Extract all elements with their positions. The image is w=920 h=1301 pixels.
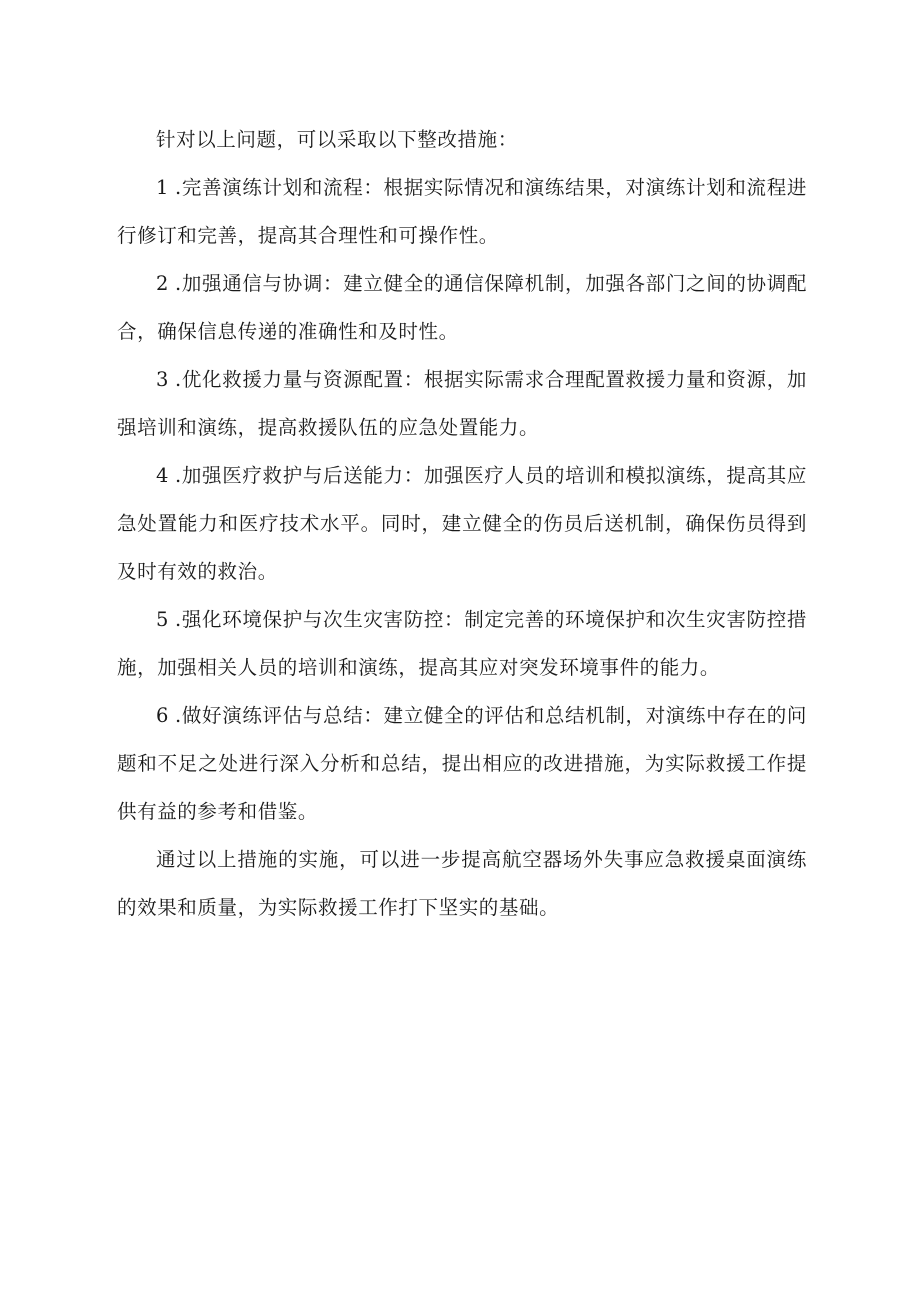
intro-paragraph: 针对以上问题，可以采取以下整改措施： — [156, 128, 518, 151]
measure-item-2 — [117, 260, 807, 356]
item-text: .加强通信与协调：建立健全的通信保障机制，加强各部门之间的协调配合，确保信息传递的准确性和及时性。 — [117, 272, 807, 343]
item-number: 4 — [156, 464, 170, 487]
item-text: .加强医疗救护与后送能力：加强医疗人员的培训和模拟演练，提高其应急处置能力和医疗技术水平。同时，建立健全的伤员后送机制，确保伤员得到及时有效的救治。 — [117, 464, 807, 583]
item-number: 5 — [156, 608, 170, 631]
item-number: 2 — [156, 272, 170, 295]
measure-item-3 — [117, 356, 807, 452]
item-text: .完善演练计划和流程：根据实际情况和演练结果，对演练计划和流程进行修订和完善，提高其合理性和可操作性。 — [117, 176, 807, 247]
item-text: .强化环境保护与次生灾害防控：制定完善的环境保护和次生灾害防控措施，加强相关人员的培训和演练，提高其应对突发环境事件的能力。 — [117, 608, 807, 679]
item-text: .优化救援力量与资源配置：根据实际需求合理配置救援力量和资源，加强培训和演练，提高救援队伍的应急处置能力。 — [117, 368, 807, 439]
item-text: .做好演练评估与总结：建立健全的评估和总结机制，对演练中存在的问题和不足之处进行深入分析和总结，提出相应的改进措施，为实际救援工作提供有益的参考和借鉴。 — [117, 704, 807, 823]
conclusion-paragraph: 通过以上措施的实施，可以进一步提高航空器场外失事应急救援桌面演练的效果和质量，为实际救援工作打下坚实的基础。 — [117, 848, 807, 919]
measure-item-5 — [117, 596, 807, 692]
measure-item-4 — [117, 452, 807, 596]
item-number: 1 — [156, 176, 170, 199]
item-number: 6 — [156, 704, 170, 727]
measure-item-6 — [117, 692, 807, 836]
document-body — [117, 116, 807, 932]
measure-item-1 — [117, 164, 807, 260]
item-number: 3 — [156, 368, 170, 391]
